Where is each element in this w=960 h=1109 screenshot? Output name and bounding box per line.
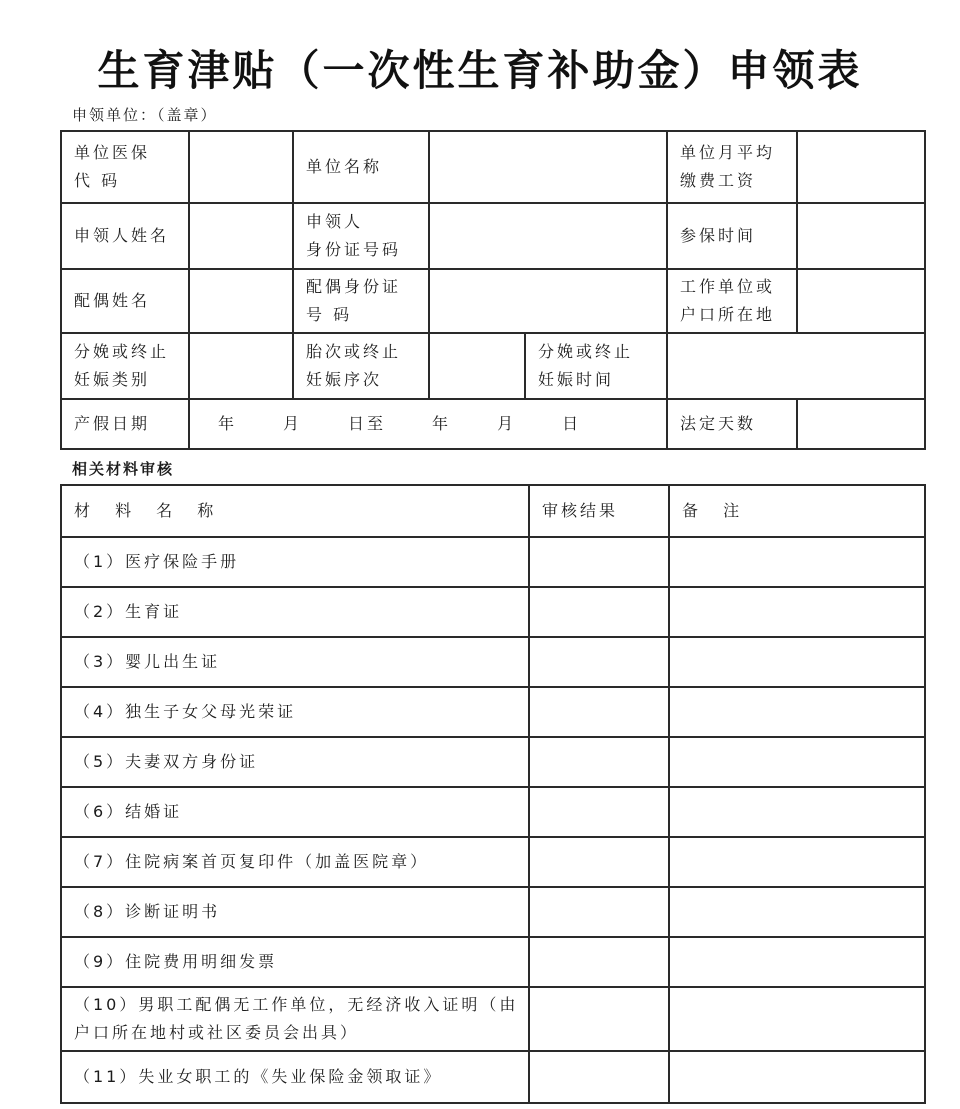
- material-item: （6）结婚证: [61, 787, 529, 837]
- review-result-cell[interactable]: [529, 1051, 669, 1103]
- form-title: 生育津贴（一次性生育补助金）申领表: [97, 46, 863, 95]
- remark-cell[interactable]: [669, 637, 925, 687]
- label-unit-insurance-code: 单位医保 代 码: [61, 131, 189, 203]
- label-delivery-time: 分娩或终止 妊娠时间: [525, 333, 667, 399]
- remark-cell[interactable]: [669, 787, 925, 837]
- material-item: （4）独生子女父母光荣证: [61, 687, 529, 737]
- insured-time-field[interactable]: [797, 203, 925, 269]
- date-year-end: 年: [432, 414, 452, 433]
- remark-cell[interactable]: [669, 1051, 925, 1103]
- spouse-name-field[interactable]: [189, 269, 293, 333]
- table-row: [61, 887, 925, 937]
- table-row: [61, 987, 925, 1051]
- label-avg-wage: 单位月平均 缴费工资: [667, 131, 797, 203]
- date-day-end: 日: [562, 414, 582, 433]
- table-row: [61, 937, 925, 987]
- remark-cell[interactable]: [669, 937, 925, 987]
- material-item: （5）夫妻双方身份证: [61, 737, 529, 787]
- table-row: [61, 587, 925, 637]
- label-insured-time: 参保时间: [667, 203, 797, 269]
- legal-days-field[interactable]: [797, 399, 925, 449]
- review-result-cell[interactable]: [529, 587, 669, 637]
- delivery-type-field[interactable]: [189, 333, 293, 399]
- unit-insurance-code-field[interactable]: [189, 131, 293, 203]
- label-unit-name: 单位名称: [293, 131, 429, 203]
- label-parity: 胎次或终止 妊娠序次: [293, 333, 429, 399]
- materials-section-title: 相关材料审核: [72, 460, 175, 478]
- applicant-unit-label: 申领单位：（盖章）: [72, 106, 218, 124]
- material-item: （8）诊断证明书: [61, 887, 529, 937]
- applicant-name-field[interactable]: [189, 203, 293, 269]
- parity-field[interactable]: [429, 333, 525, 399]
- remark-cell[interactable]: [669, 687, 925, 737]
- table-row: [61, 737, 925, 787]
- table-row: [61, 787, 925, 837]
- review-result-cell[interactable]: [529, 737, 669, 787]
- label-workplace: 工作单位或 户口所在地: [667, 269, 797, 333]
- material-item: （11）失业女职工的《失业保险金领取证》: [61, 1051, 529, 1103]
- label-spouse-id: 配偶身份证 号 码: [293, 269, 429, 333]
- review-result-cell[interactable]: [529, 787, 669, 837]
- review-result-cell[interactable]: [529, 937, 669, 987]
- material-item: （1）医疗保险手册: [61, 537, 529, 587]
- table-row: [61, 687, 925, 737]
- material-item: （7）住院病案首页复印件（加盖医院章）: [61, 837, 529, 887]
- date-day-to: 日至: [348, 414, 387, 433]
- table-row: [61, 537, 925, 587]
- spouse-id-field[interactable]: [429, 269, 667, 333]
- avg-wage-field[interactable]: [797, 131, 925, 203]
- remark-cell[interactable]: [669, 737, 925, 787]
- label-leave-date: 产假日期: [61, 399, 189, 449]
- table-row: [61, 837, 925, 887]
- label-spouse-name: 配偶姓名: [61, 269, 189, 333]
- remark-cell[interactable]: [669, 537, 925, 587]
- label-legal-days: 法定天数: [667, 399, 797, 449]
- review-result-cell[interactable]: [529, 887, 669, 937]
- leave-date-field[interactable]: [189, 399, 667, 449]
- workplace-field[interactable]: [797, 269, 925, 333]
- header-review-result: 审核结果: [529, 485, 669, 537]
- date-month-start: 月: [283, 414, 303, 433]
- label-applicant-name: 申领人姓名: [61, 203, 189, 269]
- materials-table: [60, 484, 926, 1104]
- date-year-start: 年: [218, 414, 238, 433]
- remark-cell[interactable]: [669, 587, 925, 637]
- applicant-id-field[interactable]: [429, 203, 667, 269]
- review-result-cell[interactable]: [529, 537, 669, 587]
- label-delivery-type: 分娩或终止 妊娠类别: [61, 333, 189, 399]
- delivery-time-field[interactable]: [667, 333, 925, 399]
- label-applicant-id: 申领人 身份证号码: [293, 203, 429, 269]
- remark-cell[interactable]: [669, 987, 925, 1051]
- unit-name-field[interactable]: [429, 131, 667, 203]
- applicant-info-table: [60, 130, 926, 450]
- material-item: （9）住院费用明细发票: [61, 937, 529, 987]
- material-item: （2）生育证: [61, 587, 529, 637]
- date-month-end: 月: [497, 414, 517, 433]
- review-result-cell[interactable]: [529, 687, 669, 737]
- material-item: （10）男职工配偶无工作单位，无经济收入证明（由户口所在地村或社区委员会出具）: [61, 987, 529, 1051]
- review-result-cell[interactable]: [529, 987, 669, 1051]
- header-remark: 备 注: [669, 485, 925, 537]
- review-result-cell[interactable]: [529, 837, 669, 887]
- remark-cell[interactable]: [669, 837, 925, 887]
- table-row: [61, 1051, 925, 1103]
- review-result-cell[interactable]: [529, 637, 669, 687]
- material-item: （3）婴儿出生证: [61, 637, 529, 687]
- table-row: [61, 637, 925, 687]
- remark-cell[interactable]: [669, 887, 925, 937]
- header-material-name: 材 料 名 称: [61, 485, 529, 537]
